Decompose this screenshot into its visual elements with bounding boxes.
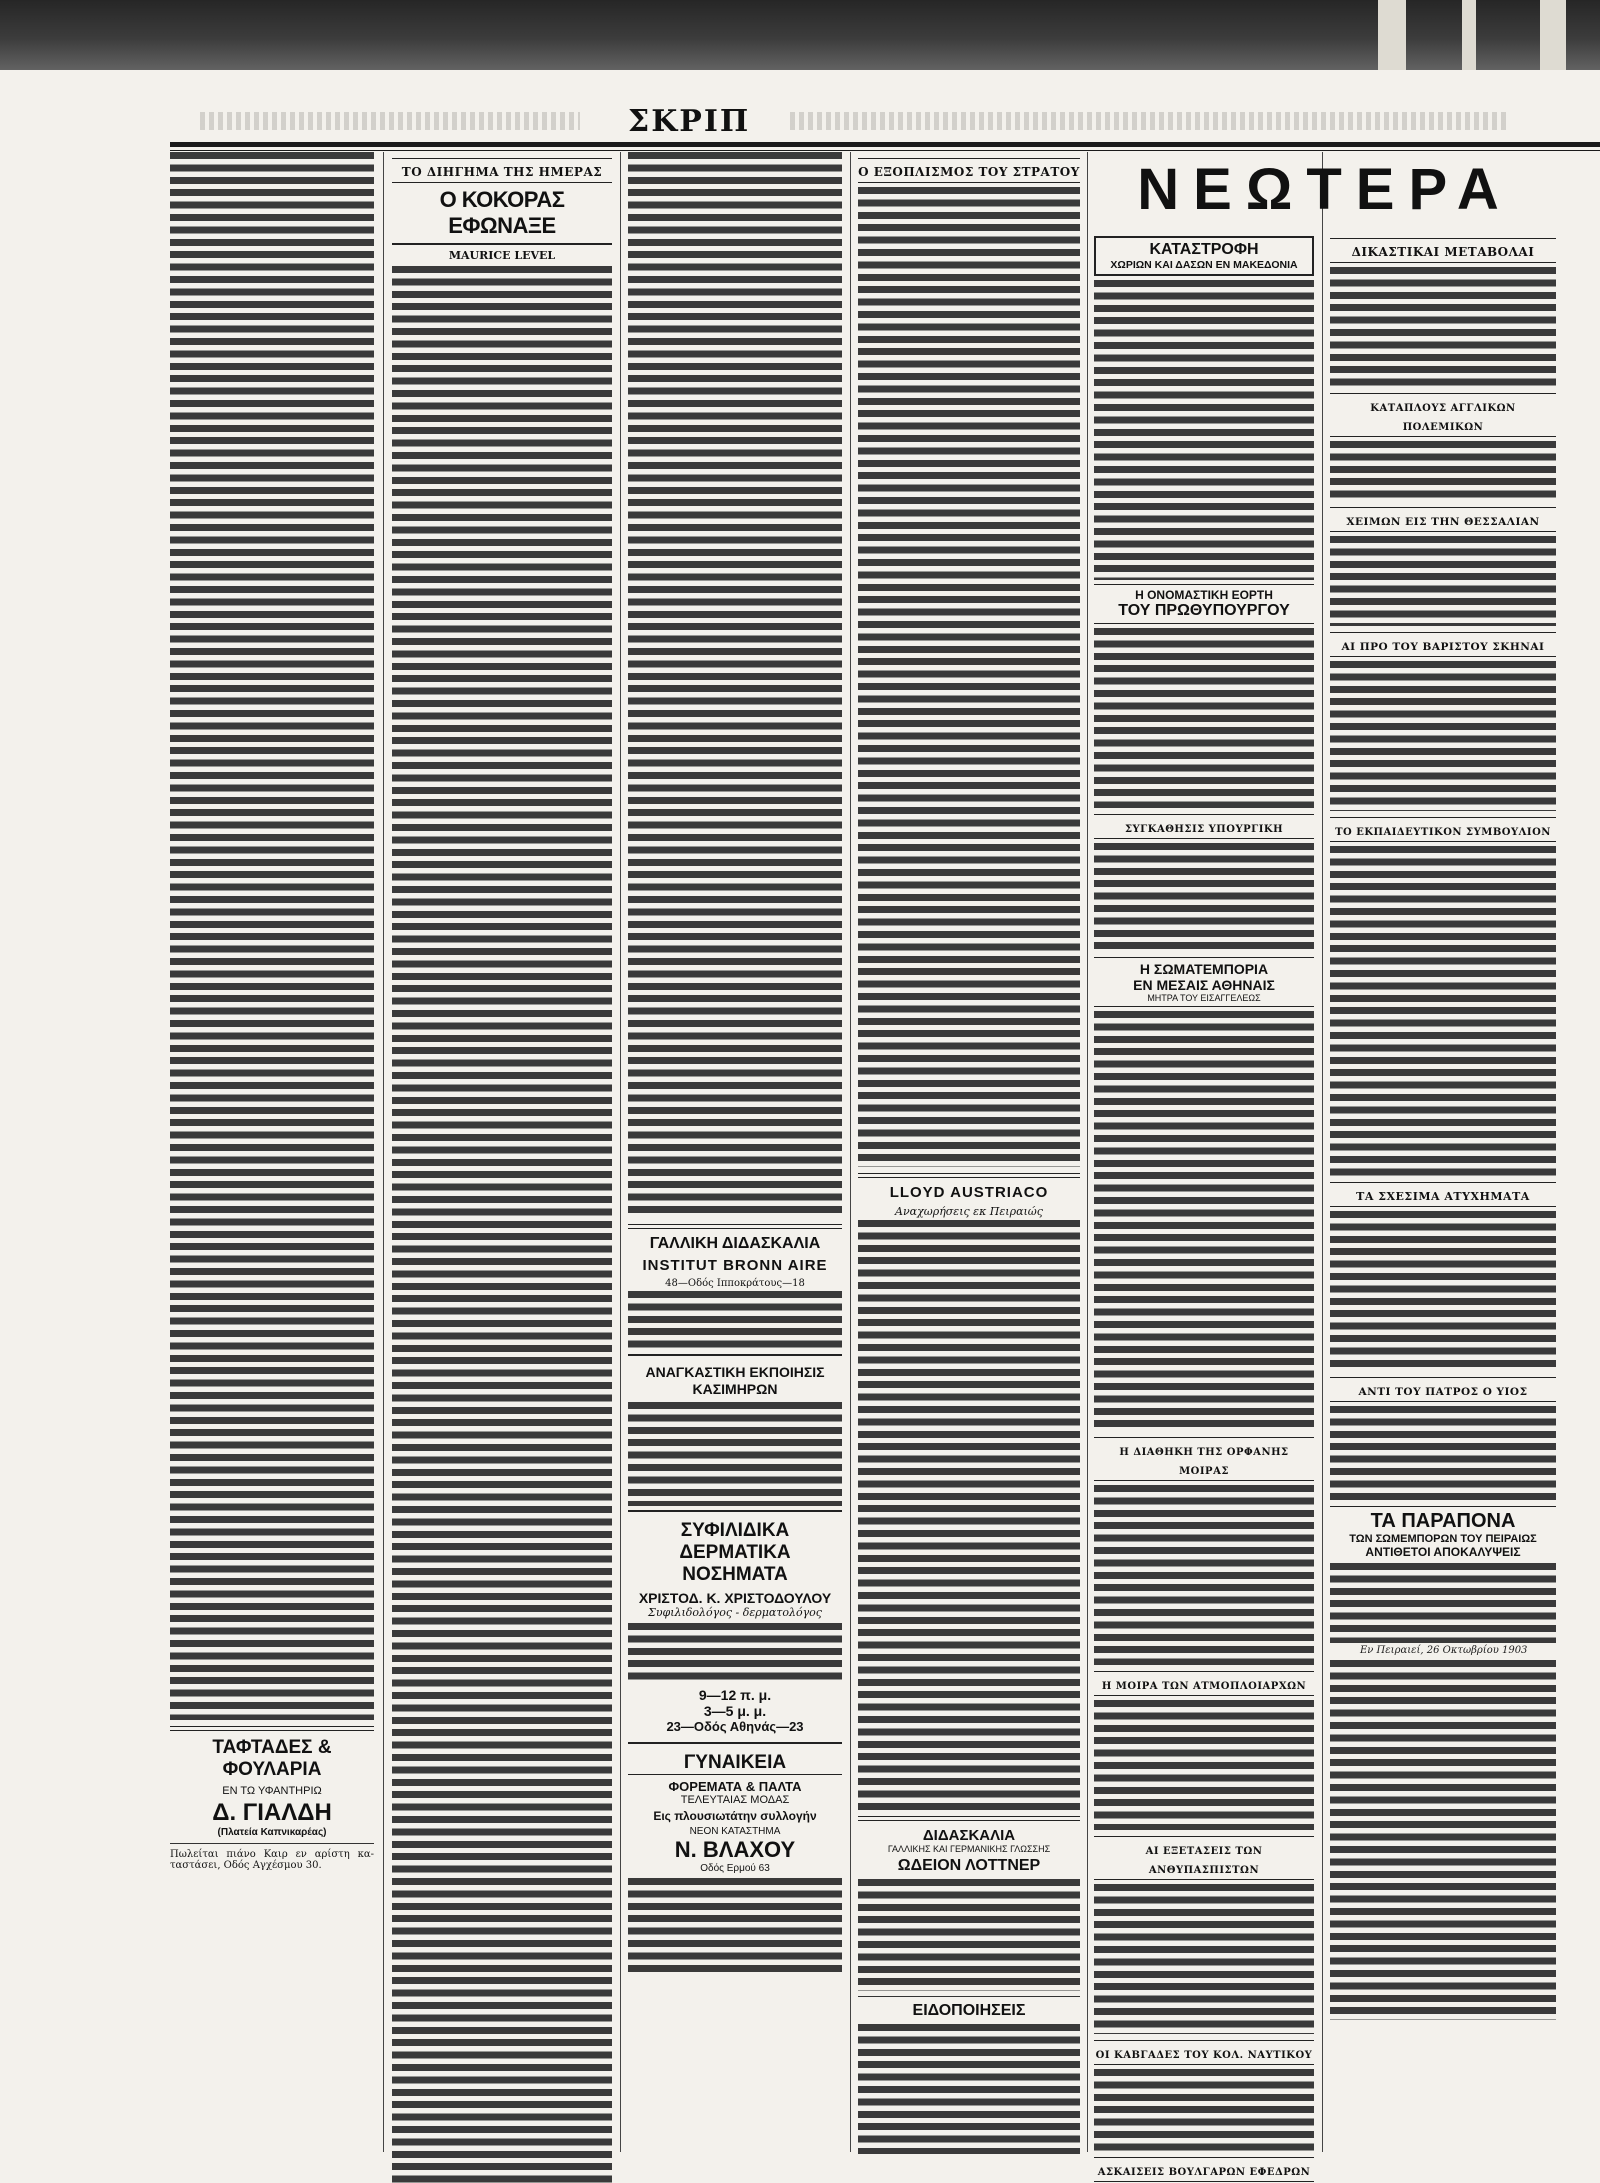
section-header: ΑΙ ΕΞΕΤΑΣΕΙΣ ΤΩΝ ΑΝΘΥΠΑΣΠΙΣΤΩΝ: [1094, 1836, 1314, 1880]
article-body: [1330, 441, 1556, 501]
divider: [858, 1173, 1080, 1178]
ad-title: ΓΑΛΛΙΚΗ ΔΙΔΑΣΚΑΛΙΑ: [649, 1235, 821, 1252]
article-body: [170, 152, 374, 1720]
headline: Η ΟΝΟΜΑΣΤΙΚΗ ΕΟΡΤΗ: [1135, 588, 1273, 602]
divider: [858, 1816, 1080, 1821]
article-body: [1094, 628, 1314, 808]
article-body: [1330, 1406, 1556, 1502]
headline: ΚΑΤΑΣΤΡΟΦΗ: [1149, 241, 1259, 258]
ad-doctor-role: Συφιλιδολόγος - δερματολόγος: [648, 1606, 822, 1619]
section-header: ΔΙΚΑΣΤΙΚΑΙ ΜΕΤΑΒΟΛΑΙ: [1330, 238, 1556, 263]
article-body: [1330, 846, 1556, 1176]
column-5: [1094, 232, 1314, 2183]
header-rule-thin: [170, 150, 1600, 151]
article-body: [1094, 280, 1314, 580]
column-4: [858, 152, 1080, 2183]
scan-top-band: [0, 0, 1600, 70]
headline-sub: ΑΝΤΙΘΕΤΟΙ ΑΠΟΚΑΛΥΨΕΙΣ: [1365, 1545, 1521, 1559]
faded-header-right: [790, 112, 1510, 130]
section-header: Η ΔΙΑΘΗΚΗ ΤΗΣ ΟΡΦΑΝΗΣ ΜΟΙΡΑΣ: [1094, 1437, 1314, 1481]
ad-title: ΣΥΦΙΛΙΔΙΚΑ: [680, 1520, 790, 1541]
ad-store: ΝΕΟΝ ΚΑΤΑΣΤΗΜΑ: [689, 1826, 781, 1837]
divider: [858, 1996, 1080, 1997]
column-1: [170, 152, 374, 2183]
ad-taftades: [170, 1737, 374, 1838]
headline-sub: ΕΝ ΜΕΣΑΙΣ ΑΘΗΝΑΙΣ: [1133, 977, 1275, 993]
ad-text: [628, 1623, 842, 1683]
story-continuation: [628, 152, 842, 1218]
section-header: Η ΜΟΙΡΑ ΤΩΝ ΑΤΜΟΠΛΟΙΑΡΧΩΝ: [1094, 1671, 1314, 1696]
article-body: [1330, 1563, 1556, 1643]
ad-text: [858, 1879, 1080, 1991]
article-body: [1330, 1660, 1556, 2020]
article-body: [1094, 843, 1314, 953]
faded-header-left: [200, 112, 580, 130]
masthead-title: ΣΚΡΙΠ: [628, 104, 751, 139]
ad-hours: 9—12 π. μ.: [698, 1687, 772, 1703]
divider: [170, 1843, 374, 1844]
lloyd-subtitle: Αναχωρήσεις εκ Πειραιώς: [895, 1205, 1043, 1218]
article-body: [1094, 1700, 1314, 1830]
story-title: Ο ΚΟΚΟΡΑΣ ΕΦΩΝΑΞΕ: [439, 187, 565, 238]
article-body: [1094, 2069, 1314, 2151]
column-rule: [620, 152, 621, 2152]
ad-auction: [628, 1356, 842, 1512]
ad-text: [628, 1291, 842, 1351]
ad-doctor-name: ΧΡΙΣΤΟΔ. Κ. ΧΡΙΣΤΟΔΟΥΛΟΥ: [638, 1590, 832, 1606]
section-header: ΣΥΓΚΑΘΗΣΙΣ ΥΠΟΥΡΓΙΚΗ: [1094, 814, 1314, 839]
article-body: [1330, 661, 1556, 811]
column-rule: [850, 152, 851, 2152]
ad-name: Δ. ΓΙΑΛΔΗ: [212, 1799, 332, 1826]
article-body: [1094, 1884, 1314, 2034]
ad-subtitle: ΤΕΛΕΥΤΑΙΑΣ ΜΟΔΑΣ: [680, 1794, 790, 1806]
headline-sub: ΤΟΥ ΠΡΩΘΥΠΟΥΡΓΟΥ: [1118, 602, 1290, 619]
ad-subtitle: ΦΟΡΕΜΑΤΑ & ΠΑΛΤΑ: [668, 1779, 802, 1794]
ad-place: (Πλατεία Καπνικαρέας): [217, 1827, 327, 1838]
ad-subtitle: Εις πλουσιωτάτην συλλογήν: [653, 1809, 817, 1823]
lloyd-title: LLOYD AUSTRIACO: [889, 1184, 1049, 1201]
section-header: ΧΕΙΜΩΝ ΕΙΣ ΤΗΝ ΘΕΣΣΑΛΙΑΝ: [1330, 507, 1556, 532]
section-header: ΑΣΚΑΙΣΕΙΣ ΒΟΥΛΓΑΡΩΝ ΕΦΕΔΡΩΝ: [1094, 2157, 1314, 2182]
ad-institute: INSTITUT BRONN AIRE: [642, 1257, 828, 1274]
column-rule: [1322, 152, 1323, 2152]
ad-title: ΓΥΝΑΙΚΕΙΑ: [628, 1752, 842, 1775]
story-body: [392, 266, 612, 2183]
article-body: [1094, 1011, 1314, 1431]
story-author: MAURICE LEVEL: [448, 249, 556, 262]
notices-title: ΕΙΔΟΠΟΙΗΣΕΙΣ: [912, 2002, 1026, 2019]
ad-title: ΑΝΑΓΚΑΣΤΙΚΗ ΕΚΠΟΙΗΣΙΣ ΚΑΣΙΜΗΡΩΝ: [645, 1364, 825, 1397]
article-body: [858, 187, 1080, 1167]
header-rule: [170, 142, 1600, 147]
ad-doctor: [628, 1512, 842, 1744]
section-header: ΚΑΤΑΠΛΟΥΣ ΑΓΓΛΙΚΩΝ ΠΟΛΕΜΙΚΩΝ: [1330, 393, 1556, 437]
section-header: Ο ΕΞΟΠΛΙΣΜΟΣ ΤΟΥ ΣΤΡΑΤΟΥ: [858, 158, 1080, 183]
divider: [170, 1726, 374, 1731]
column-6: [1330, 232, 1556, 2183]
headline-sub: ΜΗΤΡΑ ΤΟΥ ΕΙΣΑΓΓΕΛΕΩΣ: [1147, 993, 1261, 1003]
column-3: [628, 152, 842, 2183]
ad-footnote: Πωλείται πιάνο Καιρ εν αρίστη κα- ταστάσει, Οδός Αγχέσμου 30.: [170, 1849, 374, 1871]
ad-store-name: Ν. ΒΛΑΧΟΥ: [674, 1837, 796, 1862]
neotera-banner: ΝΕΩΤΕΡΑ: [1137, 157, 1513, 222]
ad-address: 48—Οδός Ιπποκράτους—18: [665, 1278, 805, 1289]
headline-sub: ΤΩΝ ΣΩΜΕΜΠΟΡΩΝ ΤΟΥ ΠΕΙΡΑΙΩΣ: [1349, 1533, 1537, 1545]
ad-subtitle: ΓΑΛΛΙΚΗΣ ΚΑΙ ΓΕΡΜΑΝΙΚΗΣ ΓΛΩΣΣΗΣ: [887, 1844, 1051, 1854]
article-body: [1094, 1485, 1314, 1665]
ad-text: [628, 1402, 842, 1506]
ad-title: ΤΑΦΤΑΔΕΣ & ΦΟΥΛΑΡΙΑ: [212, 1737, 332, 1780]
ad-text: [628, 1878, 842, 1974]
ad-address: 23—Οδός Αθηνάς—23: [666, 1719, 804, 1734]
column-rule: [383, 152, 384, 2152]
headline-sub: ΧΩΡΙΩΝ ΚΑΙ ΔΑΣΩΝ ΕΝ ΜΑΚΕΔΟΝΙΑ: [1110, 259, 1298, 271]
article-body: [1330, 536, 1556, 626]
ad-womens-wear: [628, 1744, 842, 1978]
ad-name: ΩΔΕΙΟΝ ΛΟΤΤΝΕΡ: [897, 1857, 1041, 1874]
article-body: [1330, 1211, 1556, 1371]
notices-text: [858, 2024, 1080, 2154]
section-header: ΟΙ ΚΑΒΓΑΔΕΣ ΤΟΥ ΚΟΛ. ΝΑΥΤΙΚΟΥ: [1094, 2040, 1314, 2065]
ad-title: ΔΙΔΑΣΚΑΛΙΑ: [922, 1827, 1016, 1844]
dateline: Εν Πειραιεί, 26 Οκτωβρίου 1903: [1360, 1645, 1528, 1656]
ad-hours: 3—5 μ. μ.: [703, 1703, 767, 1719]
column-rule: [1087, 152, 1088, 2152]
ad-title: ΔΕΡΜΑΤΙΚΑ: [679, 1542, 791, 1563]
article-body: [1330, 267, 1556, 387]
section-header: ΑΝΤΙ ΤΟΥ ΠΑΤΡΟΣ Ο ΥΙΟΣ: [1330, 1377, 1556, 1402]
ad-french-lessons: [628, 1235, 842, 1356]
section-header: ΤΟ ΔΙΗΓΗΜΑ ΤΗΣ ΗΜΕΡΑΣ: [392, 158, 612, 183]
section-header: ΑΙ ΠΡΟ ΤΟΥ ΒΑΡΙΣΤΟΥ ΣΚΗΝΑΙ: [1330, 632, 1556, 657]
ad-subtitle: ΕΝ ΤΩ ΥΦΑΝΤΗΡΙΩ: [222, 1785, 322, 1797]
column-2: [392, 152, 612, 2183]
section-header: ΤΟ ΕΚΠΑΙΔΕΥΤΙΚΟΝ ΣΥΜΒΟΥΛΙΟΝ: [1330, 817, 1556, 842]
section-header: ΤΑ ΣΧΕΣΙΜΑ ΑΤΥΧΗΜΑΤΑ: [1330, 1182, 1556, 1207]
schedule-text: [858, 1220, 1080, 1810]
story-title-block: [392, 187, 612, 245]
headline: Η ΣΩΜΑΤΕΜΠΟΡΙΑ: [1139, 961, 1269, 977]
divider: [628, 1224, 842, 1229]
ad-title: ΝΟΣΗΜΑΤΑ: [682, 1564, 788, 1585]
ad-address: Οδός Ερμού 63: [700, 1863, 770, 1874]
headline: ΤΑ ΠΑΡΑΠΟΝΑ: [1370, 1510, 1516, 1532]
